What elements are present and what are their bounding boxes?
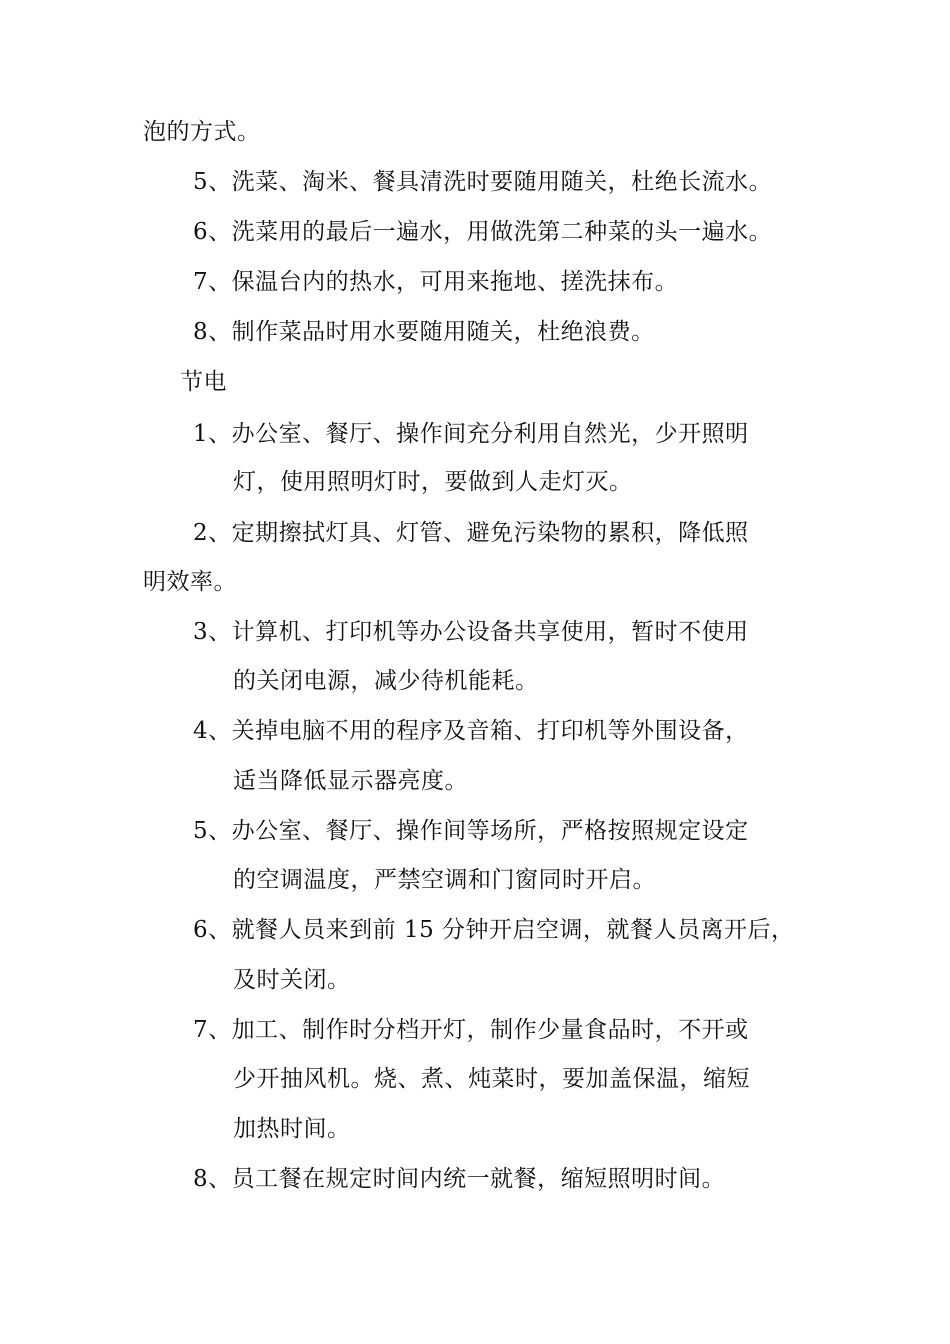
text-line: 及时关闭。 — [233, 967, 351, 993]
text-line: 的关闭电源，减少待机能耗。 — [233, 668, 539, 694]
text-line: 5、办公室、餐厅、操作间等场所，严格按照规定设定 — [193, 818, 749, 844]
text-line: 加热时间。 — [233, 1116, 351, 1142]
text-line: 灯，使用照明灯时，要做到人走灯灭。 — [233, 469, 633, 495]
text-line: 3、计算机、打印机等办公设备共享使用，暂时不使用 — [193, 619, 749, 645]
text-line: 1、办公室、餐厅、操作间充分利用自然光，少开照明 — [193, 421, 749, 447]
text-line: 明效率。 — [143, 569, 237, 595]
text-line: 7、保温台内的热水，可用来拖地、搓洗抹布。 — [193, 269, 679, 295]
text-line: 2、定期擦拭灯具、灯管、避免污染物的累积，降低照 — [193, 520, 749, 546]
text-line: 4、关掉电脑不用的程序及音箱、打印机等外围设备， — [193, 718, 749, 744]
text-line: 泡的方式。 — [143, 119, 261, 145]
section-heading: 节电 — [180, 369, 227, 395]
text-line: 5、洗菜、淘米、餐具清洗时要随用随关，杜绝长流水。 — [193, 169, 773, 195]
text-line: 6、洗菜用的最后一遍水，用做洗第二种菜的头一遍水。 — [193, 219, 773, 245]
text-line: 8、制作菜品时用水要随用随关，杜绝浪费。 — [193, 319, 655, 345]
text-line: 的空调温度，严禁空调和门窗同时开启。 — [233, 867, 656, 893]
text-line: 6、就餐人员来到前 15 分钟开启空调，就餐人员离开后， — [193, 917, 795, 943]
text-line: 少开抽风机。烧、煮、炖菜时，要加盖保温，缩短 — [233, 1066, 750, 1092]
text-line: 7、加工、制作时分档开灯，制作少量食品时，不开或 — [193, 1017, 749, 1043]
text-line: 8、员工餐在规定时间内统一就餐，缩短照明时间。 — [193, 1166, 726, 1192]
text-line: 适当降低显示器亮度。 — [233, 768, 468, 794]
